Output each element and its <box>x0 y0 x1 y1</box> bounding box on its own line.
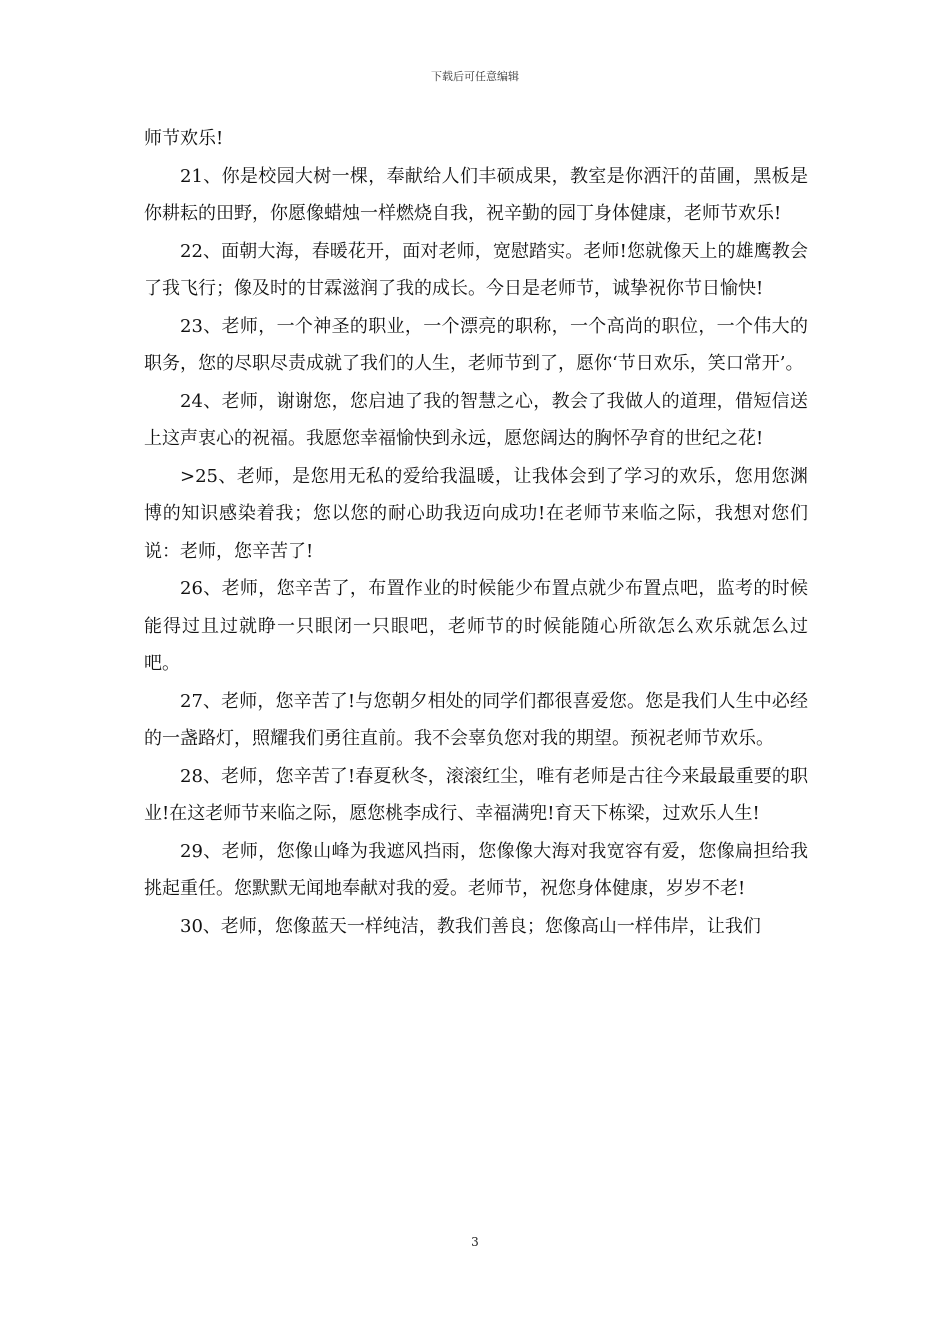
page-number: 3 <box>471 1235 479 1249</box>
paragraph-25: >25、老师，是您用无私的爱给我温暖，让我体会到了学习的欢乐，您用您渊博的知识感染着我；您以您的耐心助我迈向成功!在老师节来临之际，我想对您们说：老师，您辛苦了! <box>144 465 808 562</box>
paragraph-26: 26、老师，您辛苦了，布置作业的时候能少布置点就少布置点吧，监考的时候能得过且过就睁一只眼闭一只眼吧，老师节的时候能随心所欲怎么欢乐就怎么过吧。 <box>144 578 808 674</box>
document-body <box>144 120 808 945</box>
paragraph-30: 30、老师，您像蓝天一样纯洁，教我们善良；您像高山一样伟岸，让我们 <box>180 915 761 937</box>
paragraph-23: 23、老师，一个神圣的职业，一个漂亮的职称，一个高尚的职位，一个伟大的职务，您的尽职尽责成就了我们的人生，老师节到了，愿你‘节日欢乐，笑口常开’。 <box>144 315 808 374</box>
paragraph-continuation: 师节欢乐! <box>144 128 224 149</box>
paragraph-27: 27、老师，您辛苦了!与您朝夕相处的同学们都很喜爱您。您是我们人生中必经的一盏路灯，照耀我们勇往直前。我不会辜负您对我的期望。预祝老师节欢乐。 <box>144 690 808 749</box>
paragraph-21: 21、你是校园大树一棵，奉献给人们丰硕成果，教室是你洒汗的苗圃，黑板是你耕耘的田野，你愿像蜡烛一样燃烧自我，祝辛勤的园丁身体健康，老师节欢乐! <box>144 165 808 224</box>
paragraph-22: 22、面朝大海，春暖花开，面对老师，宽慰踏实。老师!您就像天上的雄鹰教会了我飞行；像及时的甘霖滋润了我的成长。今日是老师节，诚挚祝你节日愉快! <box>144 240 808 299</box>
paragraph-29: 29、老师，您像山峰为我遮风挡雨，您像像大海对我宽容有爱，您像扁担给我挑起重任。您默默无闻地奉献对我的爱。老师节，祝您身体健康，岁岁不老! <box>144 840 808 899</box>
paragraph-24: 24、老师，谢谢您，您启迪了我的智慧之心，教会了我做人的道理，借短信送上这声衷心的祝福。我愿您幸福愉快到永远，愿您阔达的胸怀孕育的世纪之花! <box>144 390 808 449</box>
page-header: 下载后可任意编辑 <box>431 70 519 83</box>
paragraph-28: 28、老师，您辛苦了!春夏秋冬，滚滚红尘，唯有老师是古往今来最最重要的职业!在这老师节来临之际，愿您桃李成行、幸福满兜!育天下栋梁，过欢乐人生! <box>144 765 808 824</box>
